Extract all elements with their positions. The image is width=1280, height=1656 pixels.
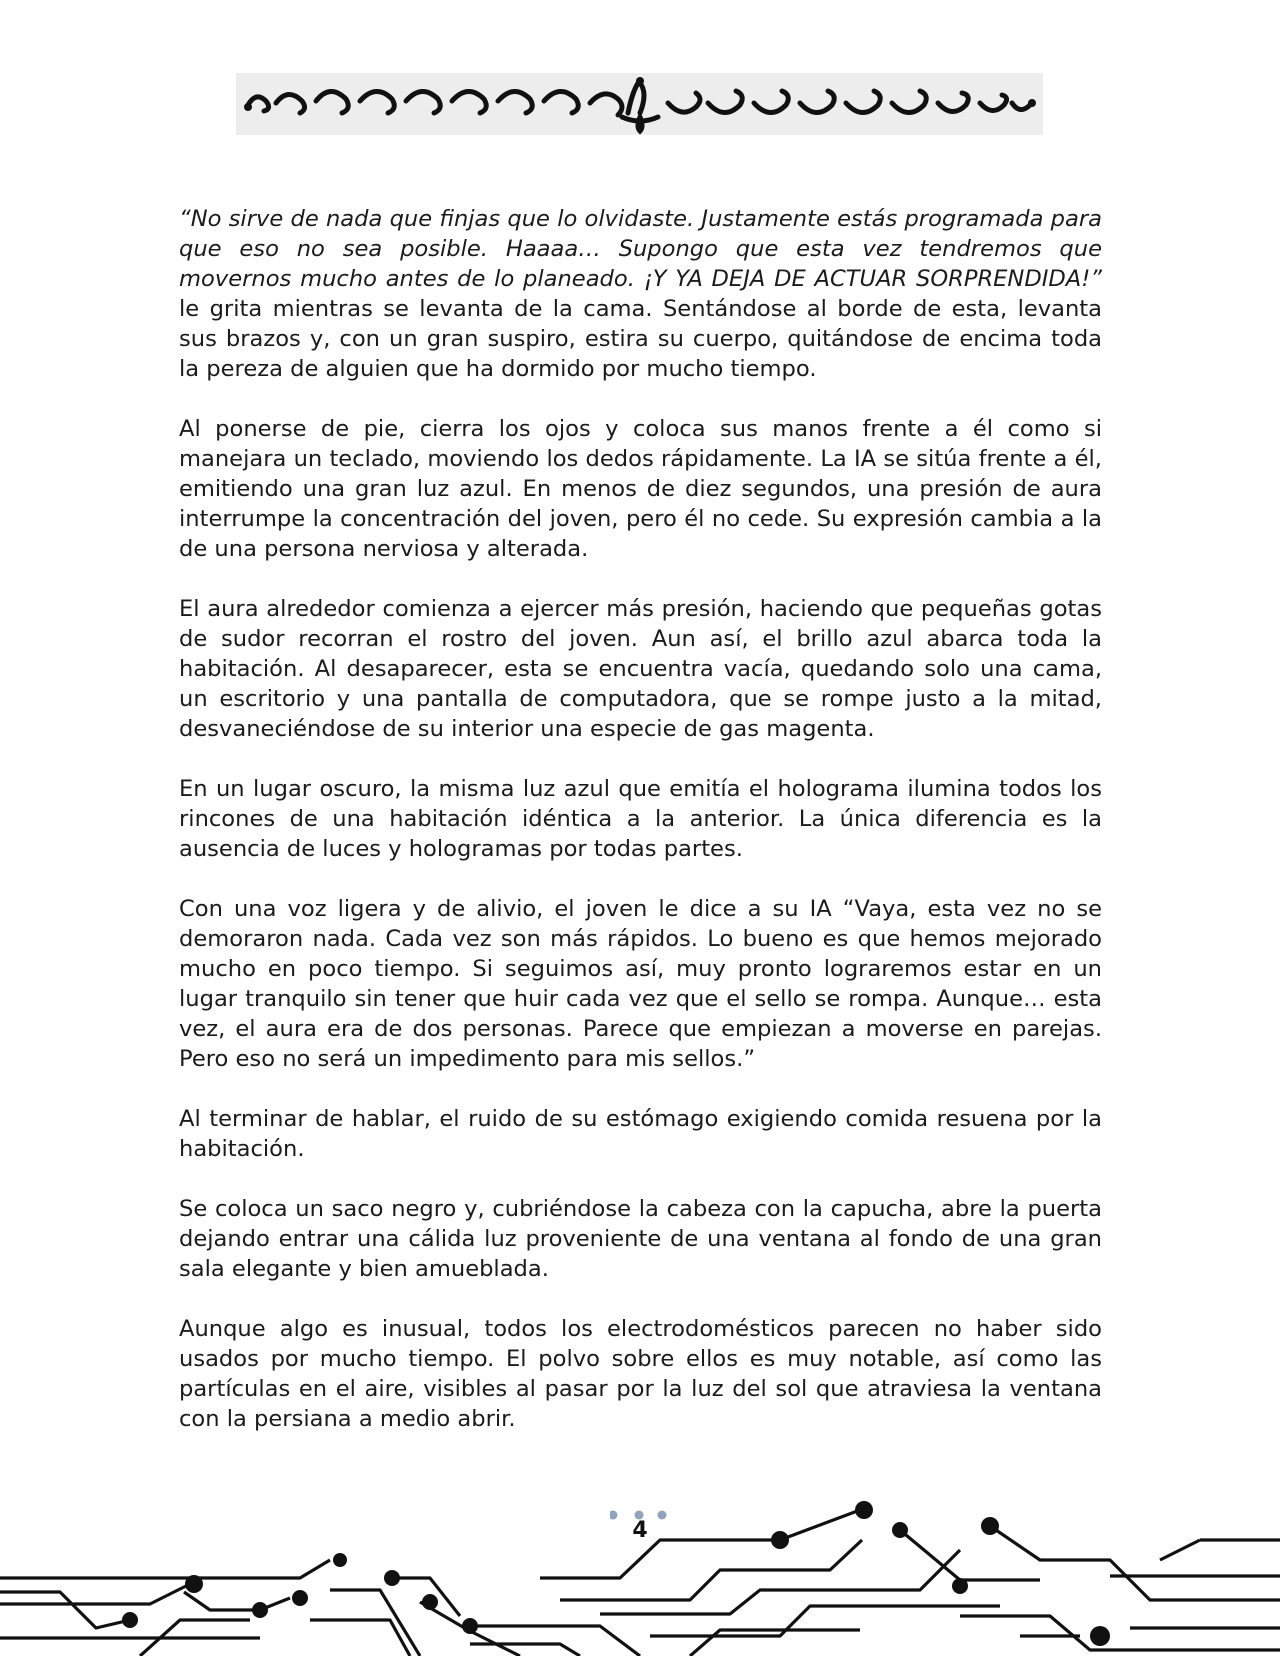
paragraph [179, 204, 1102, 384]
scroll-ornament-icon [236, 73, 1043, 135]
paragraph: Al terminar de hablar, el ruido de su estómago exigiendo comida resuena por la habitación. [179, 1106, 1102, 1162]
dialogue-quote: “No sirve de nada que finjas que lo olvidaste. Justamente estás programada para que eso no sea posible. Haaaa… Supongo que esta vez tendremos que movernos mucho antes de lo planeado. ¡Y YA DEJA DE ACTUAR SORPRENDIDA!” [179, 206, 1102, 292]
body-text [179, 204, 1102, 1434]
paragraph: Con una voz ligera y de alivio, el joven le dice a su IA “Vaya, esta vez no se demoraron nada. Cada vez son más rápidos. Lo bueno es que hemos mejorado mucho en poco tiempo. Si seguimos así, muy pronto lograremos estar en un lugar tranquilo sin tener que huir cada vez que el sello se rompa. Aunque… esta vez, el aura era de dos personas. Parece que empiezan a moverse en parejas. Pero eso no será un impedimento para mis sellos.” [179, 896, 1102, 1072]
paragraph-continuation: le grita mientras se levanta de la cama. Sentándose al borde de esta, levanta sus brazos y, con un gran suspiro, estira su cuerpo, quitándose de encima toda la pereza de alguien que ha dormido por mucho tiempo. [179, 296, 1102, 382]
paragraph: Aunque algo es inusual, todos los electrodomésticos parecen no haber sido usados por mucho tiempo. El polvo sobre ellos es muy notable, así como las partículas en el aire, visibles al pasar por la luz del sol que atraviesa la ventana con la persiana a medio abrir. [179, 1316, 1102, 1432]
header-ornament [236, 73, 1043, 135]
paragraph: Al ponerse de pie, cierra los ojos y coloca sus manos frente a él como si manejara un teclado, moviendo los dedos rápidamente. La IA se sitúa frente a él, emitiendo una gran luz azul. En menos de diez segundos, una presión de aura interrumpe la concentración del joven, pero él no cede. Su expresión cambia a la de una persona nerviosa y alterada. [179, 416, 1102, 562]
paragraph: El aura alrededor comienza a ejercer más presión, haciendo que pequeñas gotas de sudor recorran el rostro del joven. Aun así, el brillo azul abarca toda la habitación. Al desaparecer, esta se encuentra vacía, quedando solo una cama, un escritorio y una pantalla de computadora, que se rompe justo a la mitad, desvaneciéndose de su interior una especie de gas magenta. [179, 596, 1102, 742]
circuit-board-icon [0, 1480, 1280, 1656]
paragraph: Se coloca un saco negro y, cubriéndose la cabeza con la capucha, abre la puerta dejando entrar una cálida luz proveniente de una ventana al fondo de una gran sala elegante y bien amueblada. [179, 1196, 1102, 1282]
paragraph: En un lugar oscuro, la misma luz azul que emitía el holograma ilumina todos los rincones de una habitación idéntica a la anterior. La única diferencia es la ausencia de luces y hologramas por todas partes. [179, 776, 1102, 862]
page-number: 4 [632, 1518, 648, 1543]
